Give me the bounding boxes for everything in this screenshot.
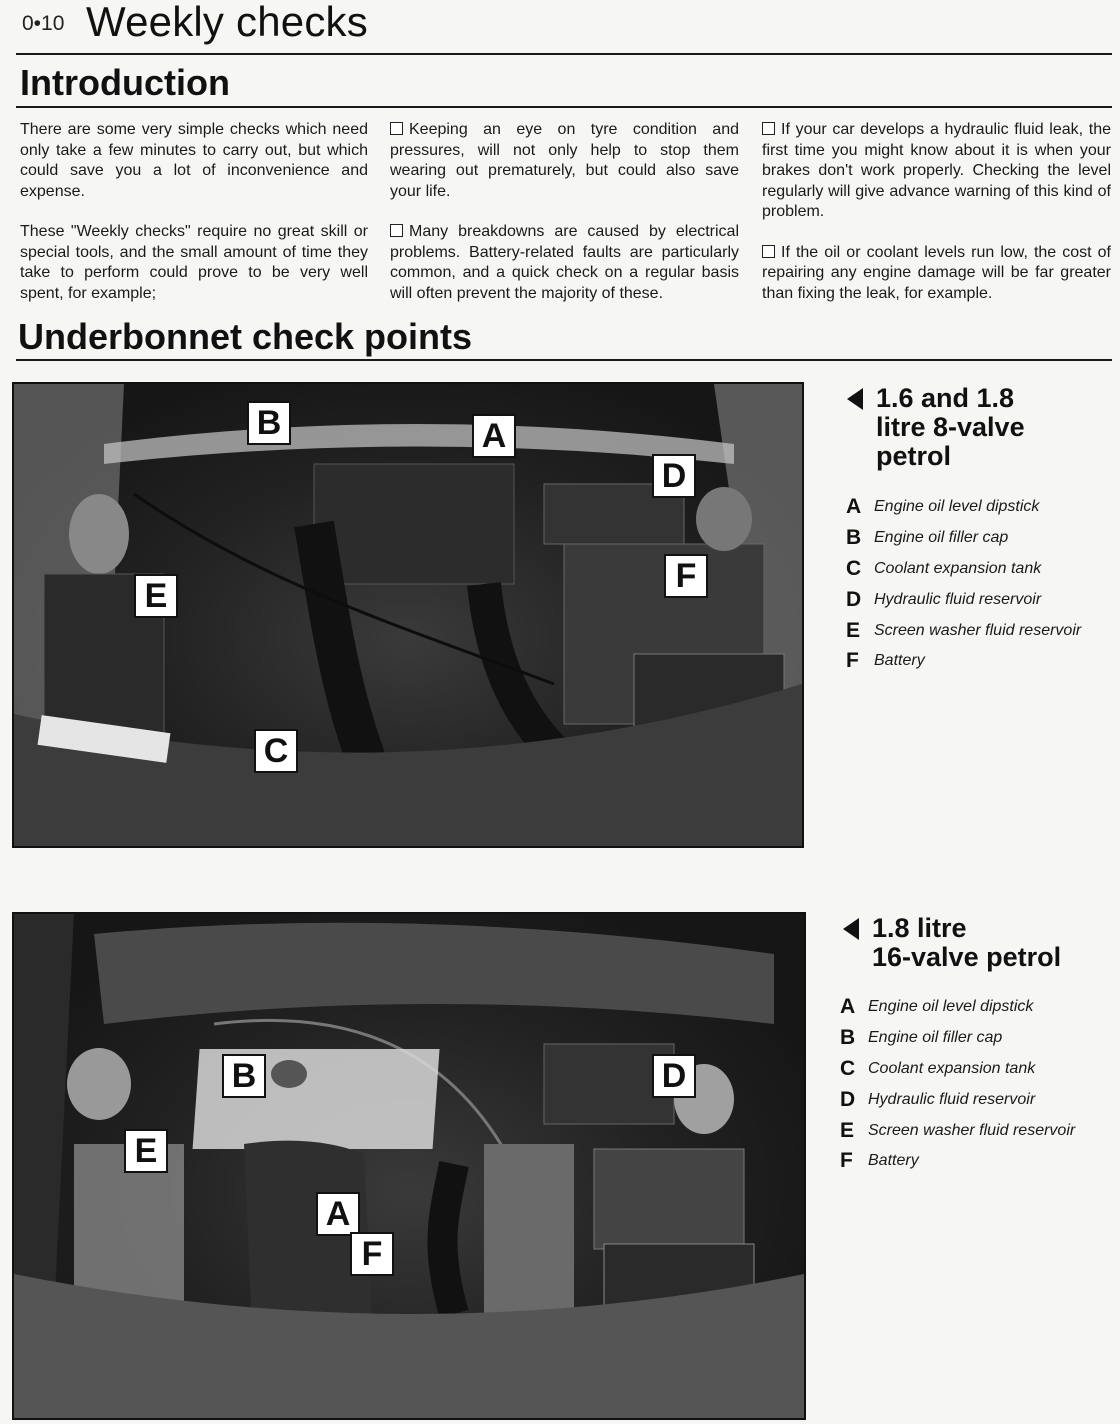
intro-paragraph [20, 222, 368, 304]
checkbox-icon [762, 122, 775, 135]
paragraph-text: Keeping an eye on tyre condition and pressures, will not only help to stop them wearing out prematurely, but could also save your life. [390, 121, 739, 200]
intro-column-1 [20, 120, 368, 324]
divider [16, 106, 1112, 108]
checklist-item [762, 120, 1111, 223]
heading-line: petrol [876, 441, 952, 471]
callout-b: B [222, 1054, 266, 1098]
legend-text: Battery [874, 652, 925, 670]
checkbox-icon [390, 122, 403, 135]
heading-line: litre 8-valve [876, 412, 1025, 442]
paragraph-text: Many breakdowns are caused by electrical problems. Battery-related faults are particularly common, and a quick check on a regular basis will often prevent the majority of these. [390, 223, 739, 302]
heading-line: 16-valve petrol [872, 942, 1062, 972]
callout-b: B [247, 401, 291, 445]
intro-column-2 [390, 120, 739, 324]
paragraph-text: If the oil or coolant levels run low, the cost of repairing any engine damage will be far greater than fixing the leak, for example. [762, 243, 1111, 302]
page-title: Weekly checks [86, 0, 368, 45]
callout-f: F [664, 554, 708, 598]
legend-text: Hydraulic fluid reservoir [874, 590, 1042, 608]
legend-letter: F [840, 1149, 853, 1173]
paragraph-text: If your car develops a hydraulic fluid leak, the first time you might know about it is when your brakes don't work properly. Checking the level regularly will give advance warning of this kind of problem. [762, 121, 1111, 220]
legend-item [840, 1054, 1075, 1085]
checklist-item [762, 243, 1111, 305]
legend-item [846, 492, 1081, 523]
heading-line: 1.6 and 1.8 [876, 383, 1015, 413]
figure-heading-8-valve [876, 384, 1025, 471]
legend-list-16-valve [840, 992, 1075, 1177]
legend-text: Screen washer fluid reservoir [868, 1121, 1076, 1139]
paragraph-text: These "Weekly checks" require no great skill or special tools, and the small amount of time they take to perform could prove to be very well spent, for example; [20, 223, 368, 302]
engine-bay-photo-16-valve [12, 912, 806, 1420]
intro-paragraph [20, 120, 368, 202]
legend-item [846, 646, 1081, 677]
legend-letter: A [846, 495, 862, 519]
engine-bay-photo-8-valve [12, 382, 804, 848]
legend-text: Engine oil filler cap [868, 1029, 1003, 1047]
legend-item [840, 1115, 1075, 1146]
paragraph-text: There are some very simple checks which need only take a few minutes to carry out, but which could save you a lot of inconvenience and expense. [20, 121, 368, 200]
checkbox-icon [390, 224, 403, 237]
legend-letter: A [840, 995, 856, 1019]
legend-item [840, 992, 1075, 1023]
legend-text: Engine oil filler cap [874, 529, 1009, 547]
legend-list-8-valve [846, 492, 1081, 677]
legend-letter: E [840, 1118, 855, 1142]
legend-letter: F [846, 649, 859, 673]
legend-letter: C [846, 556, 862, 580]
legend-item [840, 1146, 1075, 1177]
pointer-triangle-icon [843, 918, 859, 940]
callout-d: D [652, 454, 696, 498]
legend-text: Coolant expansion tank [874, 559, 1042, 577]
callout-e: E [134, 574, 178, 618]
section-title-underbonnet: Underbonnet check points [18, 316, 473, 357]
legend-text: Battery [868, 1152, 919, 1170]
heading-line: 1.8 litre [872, 913, 967, 943]
divider [16, 53, 1112, 55]
legend-item [846, 554, 1081, 585]
legend-letter: E [846, 618, 861, 642]
figure-heading-16-valve [872, 914, 1061, 972]
callout-d: D [652, 1054, 696, 1098]
legend-text: Engine oil level dipstick [874, 498, 1040, 516]
checklist-item [390, 222, 739, 304]
callout-e: E [124, 1129, 168, 1173]
divider [16, 359, 1112, 361]
legend-item [840, 1084, 1075, 1115]
page-number: 0•10 [22, 12, 65, 35]
callout-a: A [472, 414, 516, 458]
pointer-triangle-icon [847, 388, 863, 410]
callout-c: C [254, 729, 298, 773]
legend-text: Hydraulic fluid reservoir [868, 1090, 1036, 1108]
legend-letter: B [840, 1026, 856, 1050]
intro-column-3 [762, 120, 1111, 324]
checklist-item [390, 120, 739, 202]
section-title-introduction: Introduction [20, 62, 230, 103]
callout-a: A [316, 1192, 360, 1236]
legend-item [846, 523, 1081, 554]
legend-item [846, 615, 1081, 646]
callout-f: F [350, 1232, 394, 1276]
legend-letter: D [846, 587, 862, 611]
legend-text: Coolant expansion tank [868, 1059, 1036, 1077]
legend-item [846, 584, 1081, 615]
checkbox-icon [762, 245, 775, 258]
legend-letter: C [840, 1056, 856, 1080]
legend-letter: D [840, 1087, 856, 1111]
legend-item [840, 1023, 1075, 1054]
legend-letter: B [846, 526, 862, 550]
legend-text: Engine oil level dipstick [868, 998, 1034, 1016]
legend-text: Screen washer fluid reservoir [874, 621, 1082, 639]
